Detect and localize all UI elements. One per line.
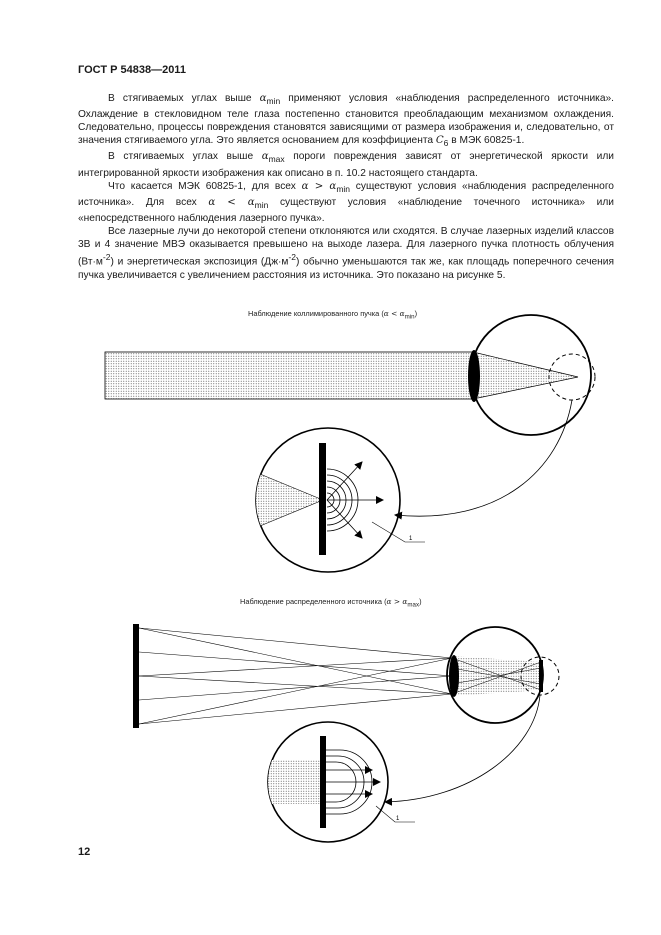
retina-wall-bottom: [320, 736, 326, 828]
paragraph-2: В стягиваемых углах выше $\alpha_{max}$ пороги повреждения зависят от энергетической яркости или интегрированной яркости изображения как описано в п. 10.2 настоящего стандарта.: [78, 151, 614, 179]
callout-bottom-label: 1: [396, 816, 400, 822]
document-header: ГОСТ Р 54838—2011: [78, 64, 186, 76]
zoom-connector: [395, 400, 572, 516]
callout-top-label: 1: [409, 536, 413, 542]
eye-lens: [468, 350, 480, 402]
paragraph-4: Все лазерные лучи до некоторой степени отклоняются или сходятся. В случае лазерных изделий классов 3В и 4 значение МВЭ оказывается превышено на выходе лазера. Для лазерного пучка плотность облучения $(Вт\cdot м^{-2})$ и энергетическая экспозиция $(Дж\cdot м^{-2})$ обычно уменьшаются так же, как площадь поперечного сечения пучка увеличивается с увеличением расстояния из источника. Это показано на рисунке 5.: [78, 226, 614, 281]
extended-source: [133, 624, 139, 728]
callout-leader: [372, 522, 425, 542]
page-number: 12: [78, 846, 91, 858]
figure-bottom-caption: Наблюдение распределенного источника $(\alpha > \alpha_{max})$: [240, 597, 422, 609]
eye-lens-bottom: [449, 655, 459, 697]
focused-cone: [473, 352, 578, 399]
paragraph-1: В стягиваемых углах выше $\alpha_{min}$ применяют условия «наблюдения распределенного источника». Охлаждение в стекловидном теле глаза постепенно становится преобладающим механизмом охлаждения. Следовательно, процессы повреждения становятся зависящими от размера изображения и, следовательно, от значения стягиваемого угла. Это является основанием для коэффициента $C_6$ в МЭК 60825-1.: [78, 93, 614, 149]
retina-image-bottom: [539, 660, 543, 692]
figure-top: [105, 315, 595, 572]
retina-wall: [319, 443, 326, 555]
figure-top-caption: Наблюдение коллимированного пучка $(\alpha < \alpha_{min})$: [248, 309, 418, 321]
paragraph-3: Что касается МЭК 60825-1, для всех $\alpha > \alpha_{min}$ существуют условия «наблюдения распределенного источника». Для всех $\alpha < \alpha_{min}$ существуют условия «наблюдение точечного источника» или «непосредственного наблюдения лазерного пучка».: [78, 180, 614, 224]
collimated-beam: [105, 352, 473, 399]
source-rays: [139, 628, 452, 724]
figure-bottom: [133, 624, 559, 842]
